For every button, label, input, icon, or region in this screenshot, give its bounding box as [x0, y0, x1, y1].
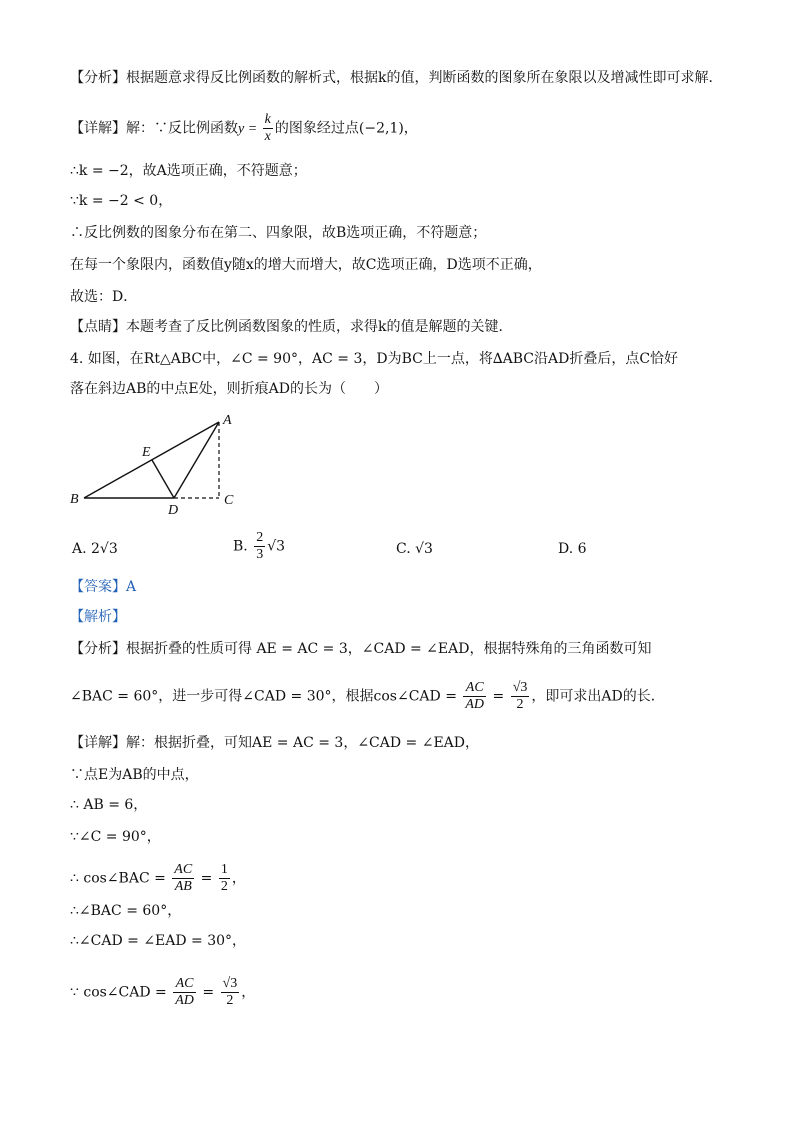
equals-sign: =	[196, 870, 217, 887]
q4-analysis2-suffix: ，即可求出AD的长．	[531, 688, 665, 705]
label-c: C	[224, 493, 234, 508]
label-b: B	[70, 492, 79, 507]
crease-ad	[174, 422, 219, 498]
q3-step3: ∴反比例数的图象分布在第二、四象限，故B选项正确，不符题意；	[70, 225, 487, 241]
q4-detail6: ∴∠BAC = 60°，	[70, 903, 182, 919]
q3-detail-suffix: 的图象经过点(−2,1)，	[274, 120, 418, 137]
fraction-ac-ad: $\frac{AC}{AD}$	[465, 680, 485, 712]
q4-answer: 【答案】A	[70, 579, 137, 595]
option-b	[233, 530, 285, 563]
segment-ed	[152, 460, 174, 498]
option-b-label: B.	[233, 538, 248, 555]
q4-detail3: ∴ AB = 6，	[70, 797, 148, 813]
q3-k-over-x: $\frac{k}{x}$	[264, 112, 271, 144]
q4-analysis-line1: 【分析】根据折叠的性质可得 AE = AC = 3，∠CAD = ∠EAD，根据特殊角的三角函数可知	[70, 641, 652, 657]
fraction-ac-ab: $\frac{AC}{AB}$	[174, 862, 193, 894]
q4-detail8-suffix: ，	[241, 984, 256, 1001]
option-c: C. √3	[396, 541, 433, 557]
q3-detail-y: y =	[238, 121, 261, 137]
side-ab	[84, 422, 219, 498]
q3-step5: 故选：D．	[70, 289, 138, 305]
equals-sign: =	[197, 984, 219, 1001]
q3-step4: 在每一个象限内，函数值y随x的增大而增大，故C选项正确，D选项不正确，	[70, 257, 542, 273]
q4-detail2: ∵点E为AB的中点，	[70, 767, 199, 783]
q3-detail-line	[70, 112, 418, 145]
q4-stem-line2: 落在斜边AB的中点E处，则折痕AD的长为（ ）	[70, 381, 388, 397]
q3-comment: 【点睛】本题考查了反比例函数图象的性质，求得k的值是解题的关键．	[70, 319, 513, 335]
q4-detail7: ∴∠CAD = ∠EAD = 30°，	[70, 933, 247, 949]
option-a: A. 2√3	[72, 541, 118, 557]
q3-detail-prefix: 【详解】解：∵反比例函数	[70, 120, 238, 137]
q4-detail8	[70, 976, 255, 1009]
fraction-ac-ad: $\frac{AC}{AD}$	[175, 976, 194, 1008]
q4-detail5-suffix: ，	[231, 870, 246, 887]
fraction-1-over-2: $\frac{1}{2}$	[220, 862, 228, 894]
q4-analysis-line2	[70, 680, 665, 713]
q4-analysis2-prefix: ∠BAC = 60°，进一步可得∠CAD = 30°，根据cos∠CAD =	[70, 688, 462, 705]
q4-triangle-figure	[64, 408, 254, 518]
q4-detail4: ∵∠C = 90°，	[70, 829, 161, 845]
fraction-sqrt3-over-2: $\frac{√3}{2}$	[222, 976, 238, 1008]
q3-step2: ∵k = −2 < 0，	[70, 193, 173, 209]
q4-detail1: 【详解】解：根据折叠，可知AE = AC = 3，∠CAD = ∠EAD，	[70, 735, 480, 751]
q4-detail5-prefix: ∴ cos∠BAC =	[70, 870, 171, 887]
equals-sign: =	[488, 688, 509, 705]
q4-detail8-prefix: ∵ cos∠CAD =	[70, 984, 172, 1001]
label-d: D	[168, 503, 179, 518]
q3-analysis: 【分析】根据题意求得反比例函数的解析式，根据k的值，判断函数的图象所在象限以及增减性即可求解．	[70, 70, 723, 86]
option-d: D. 6	[558, 541, 587, 557]
label-e: E	[142, 445, 151, 460]
q4-detail5	[70, 862, 246, 895]
option-b-root: √3	[267, 538, 286, 555]
q3-step1: ∴k = −2，故A选项正确，不符题意；	[70, 163, 307, 179]
label-a: A	[223, 413, 232, 428]
q4-solution-heading: 【解析】	[70, 609, 126, 625]
fraction-sqrt3-over-2: $\frac{√3}{2}$	[512, 680, 528, 712]
option-b-fraction: $\frac{2}{3}$	[256, 530, 264, 562]
q4-stem-line1: 4. 如图，在Rt△ABC中，∠C = 90°，AC = 3，D为BC上一点，将∆ABC沿AD折叠后，点C恰好	[70, 351, 679, 367]
